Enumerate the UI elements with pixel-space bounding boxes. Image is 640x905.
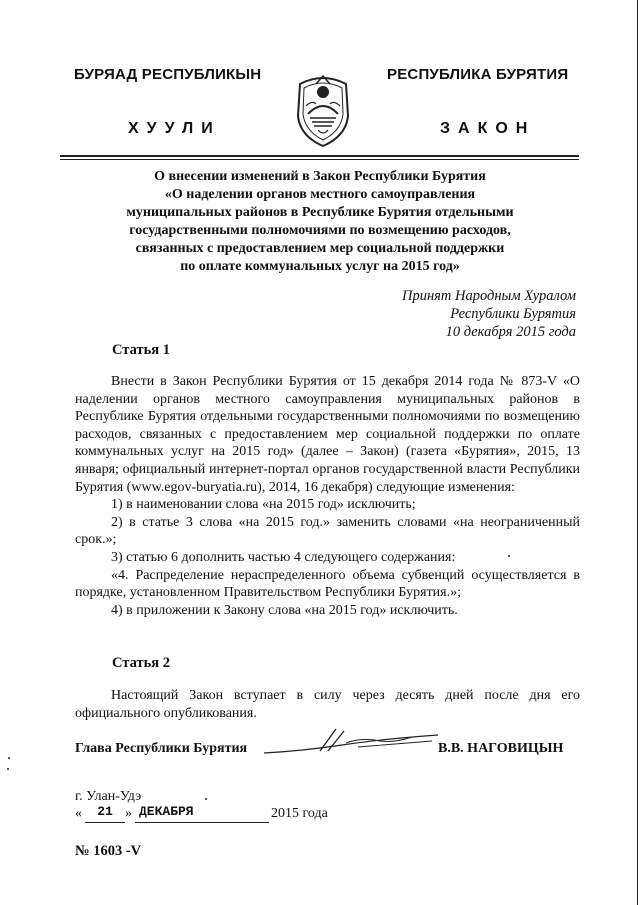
handwritten-signature (262, 725, 442, 759)
amendment-item: 2) в статье 3 слова «на 2015 год.» заменить словами «на неограниченный срок.»; (75, 514, 580, 548)
scan-speck (508, 555, 510, 557)
title-line: муниципальных районов в Республике Бурятия отдельными (126, 205, 514, 220)
place-of-signing: г. Улан-Удэ (75, 789, 142, 804)
date-month-underline (135, 822, 269, 823)
scan-speck (8, 757, 10, 759)
amendment-item: «4. Распределение нераспределенного объема субвенций осуществляется в порядке, установленном Правительством Республики Бурятия.»; (75, 567, 580, 601)
adoption-line: 10 декабря 2015 года (445, 324, 576, 340)
amendment-item: 3) статью 6 дополнить частью 4 следующего содержания: (111, 549, 456, 565)
signing-date (75, 806, 375, 828)
title-line: государственными полномочиями по возмещению расходов, (129, 223, 511, 238)
title-line: по оплате коммунальных услуг на 2015 год» (180, 259, 460, 274)
amendment-item: 1) в наименовании слова «на 2015 год» исключить; (111, 497, 416, 513)
adoption-line: Республики Бурятия (450, 306, 576, 322)
header-left-law: ХУУЛИ (128, 120, 221, 137)
coat-of-arms-icon (292, 70, 354, 148)
header-rule (60, 155, 579, 157)
title-line: «О наделении органов местного самоуправления (164, 187, 476, 202)
article-2-heading: Статья 2 (112, 655, 170, 671)
header-left-name: БУРЯАД РЕСПУБЛИКЫН (74, 66, 262, 83)
date-day: 21 (97, 804, 113, 819)
amendment-item: 4) в приложении к Закону слова «на 2015 год» исключить. (111, 602, 458, 618)
date-year: 2015 года (271, 806, 328, 821)
law-number: № 1603 -V (75, 843, 142, 859)
law-title (80, 168, 560, 276)
article-1-intro: Внести в Закон Республики Бурятия от 15 декабря 2014 года № 873-V «О наделении органов местного самоуправления муниципальных районов в Республике Бурятия отдельными государственными полномочиями по возмещению расходов, связанных с предоставлением мер социальной поддержки по оплате коммунальных услуг на 2015 год» (далее – Закон) (газета «Бурятия», 2015, 13 января; официальный интернет-портал органов государственной власти Республики Бурятия (www.egov-buryatia.ru), 2014, 16 декабря) следующие изменения: (75, 374, 580, 495)
article-2-body (75, 687, 580, 722)
date-open-quote: « (75, 806, 82, 821)
article-1-heading: Статья 1 (112, 342, 170, 358)
signatory-title: Глава Республики Бурятия (75, 741, 248, 756)
header-right-law: ЗАКОН (440, 120, 536, 137)
scan-speck (205, 798, 207, 800)
page-edge (637, 0, 638, 905)
article-2-text: Настоящий Закон вступает в силу через десять дней после дня его официального опубликования. (75, 688, 580, 721)
signatory-name: В.В. НАГОВИЦЫН (438, 741, 564, 756)
date-close-quote: » (125, 806, 132, 821)
title-line: связанных с предоставлением мер социальной поддержки (135, 241, 505, 256)
title-line: О внесении изменений в Закон Республики Бурятия (154, 169, 486, 184)
date-day-underline (85, 822, 125, 823)
article-1-body (75, 373, 580, 619)
adoption-note (340, 287, 576, 341)
date-month: ДЕКАБРЯ (139, 804, 194, 819)
adoption-line: Принят Народным Хуралом (401, 288, 576, 304)
header-rule-thin (60, 159, 579, 160)
scan-speck (7, 768, 9, 770)
header-right-name: РЕСПУБЛИКА БУРЯТИЯ (387, 66, 569, 83)
